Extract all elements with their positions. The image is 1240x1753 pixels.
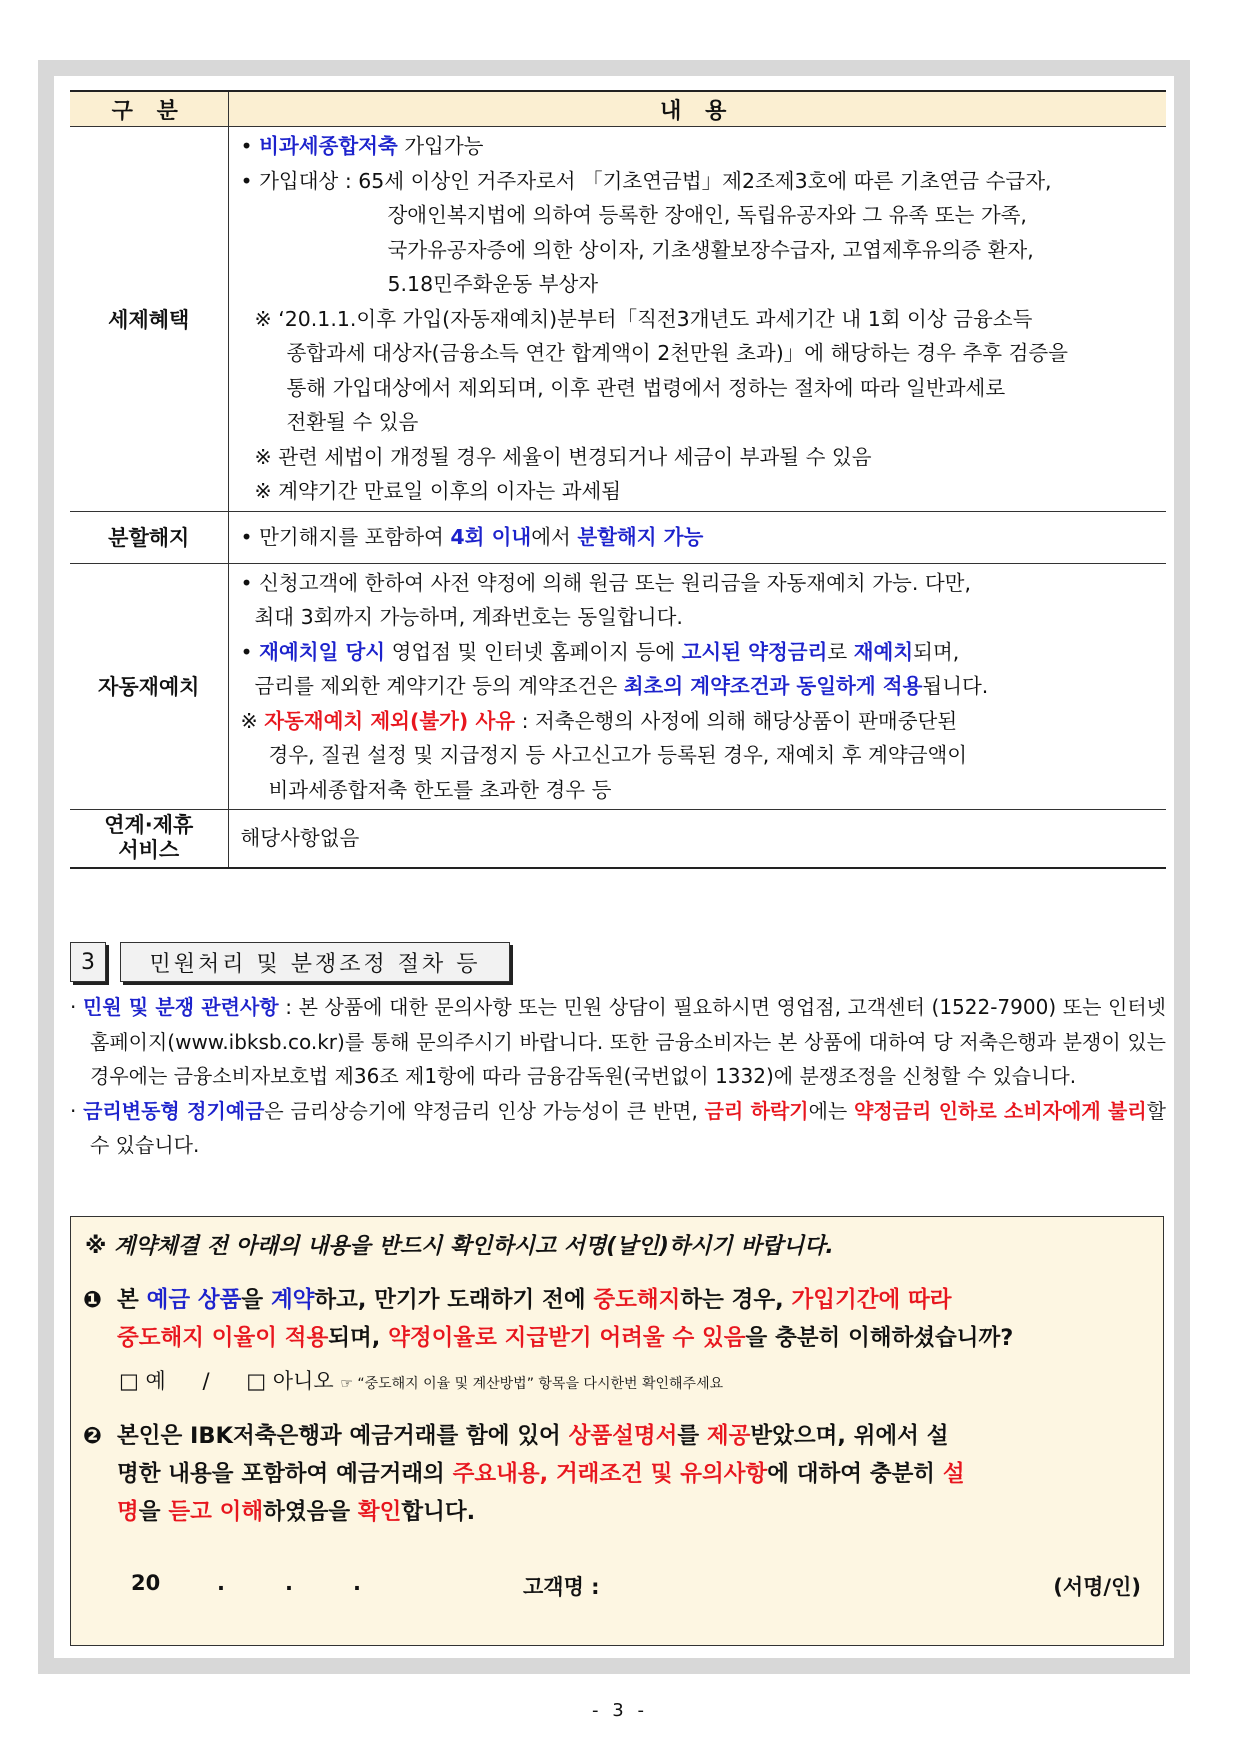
auto-b2-blue1: 재예치일 당시 (259, 639, 386, 664)
q2-t8: 합니다. (401, 1499, 476, 1525)
auto-b2-line2 (241, 669, 1157, 704)
split-t1: 만기해지를 포함하여 (259, 524, 451, 549)
q2-t5: 에 대하여 충분히 (767, 1461, 943, 1487)
q1-t2: 을 (241, 1287, 271, 1313)
q2-r5: 명 (117, 1499, 139, 1525)
link-label-l1: 연계·제휴 (104, 813, 194, 838)
section-3-heading (70, 942, 510, 982)
tax-bullet-1: • 비과세종합저축 가입가능 (240, 134, 484, 158)
auto-b2-blue3: 재예치 (853, 639, 914, 664)
tax-note1-l2: 종합과세 대상자(금융소득 연간 합계액이 2천만원 초과)」에 해당하는 경우 추후 검증을 (286, 341, 1068, 365)
q1-r3: 중도해지 이율이 적용 (117, 1325, 329, 1351)
split-t3: 에서 (531, 524, 578, 549)
q1-b2: 계약 (270, 1287, 315, 1313)
q2-r1: 상품설명서 (568, 1423, 678, 1449)
p1-text: : 본 상품에 대한 문의사항 또는 민원 상담이 필요하시면 영업점, 고객센터 (1522-7900) 또는 인터넷 홈페이지(www.ibksb.co.kr)를 통해 문의주시기 바랍니다. 또한 금융소비자는 본 상품에 대하여 당 저축은행과 분쟁이 있는 경우에는 금융소비자보호법 제36조 제1항에 따라 금융감독원(국번없이 1332)에 분쟁조정을 신청할 수 있습니다. (90, 995, 1166, 1088)
row-content-split (228, 511, 1166, 563)
section-number: 3 (70, 942, 106, 982)
row-label-split: 분할해지 (70, 511, 228, 563)
p1-blue: 민원 및 분쟁 관련사항 (83, 995, 279, 1019)
auto-bullet-1: • 신청고객에 한하여 사전 약정에 의해 원금 또는 원리금을 자동재예치 가능. 다만, (240, 570, 971, 595)
row-content-link: 해당사항없음 (228, 810, 1166, 868)
tax-note1-l4: 전환될 수 있음 (286, 410, 419, 434)
auto-note-l3: 비과세종합저축 한도를 초과한 경우 등 (268, 777, 612, 802)
table-row-tax (70, 127, 1166, 512)
q2-t2: 를 (677, 1423, 707, 1449)
auto-note-line1 (241, 704, 1157, 739)
auto-bullet-2: • 재예치일 당시 영업점 및 인터넷 홈페이지 등에 고시된 약정금리로 재예치되며, (240, 639, 960, 664)
auto-b2-blue2: 고시된 약정금리 (681, 639, 828, 664)
choice-separator: / (202, 1369, 210, 1393)
tax-note3: ※ 계약기간 만료일 이후의 이자는 과세됨 (254, 479, 622, 503)
q1-r1: 중도해지 (593, 1287, 681, 1313)
q1-choices (119, 1365, 723, 1395)
tax-eligible-account: 비과세종합저축 (259, 134, 398, 158)
table-row-auto (70, 563, 1166, 810)
sign-dot-1: . (217, 1571, 225, 1595)
q1-r4: 약정이율로 지급받기 어려울 수 있음 (388, 1325, 746, 1351)
sign-dot-3: . (353, 1571, 361, 1595)
header-category: 구 분 (70, 91, 228, 127)
p2-red2: 약정금리 인하로 소비자에게 불리 (854, 1098, 1147, 1123)
row-label-auto: 자동재예치 (70, 563, 228, 810)
q1-t1: 본 (117, 1287, 147, 1313)
signature-line (131, 1571, 1141, 1603)
para-floating-rate: · 금리변동형 정기예금은 금리상승기에 약정금리 인상 가능성이 큰 반면, 금리 하락기에는 약정금리 인하로 소비자에게 불리할 수 있습니다. (70, 1098, 1166, 1157)
p2-red1: 금리 하락기 (704, 1098, 809, 1123)
tax-b2-l1: 가입대상 : 65세 이상인 거주자로서 「기초연금법」제2조제3호에 따른 기초연금 수급자, (259, 168, 1052, 193)
table-header-row (70, 91, 1166, 127)
sign-year: 20 (131, 1571, 161, 1595)
tax-note2: ※ 관련 세법이 개정될 경우 세율이 변경되거나 세금이 부과될 수 있음 (254, 444, 872, 469)
table-row-link (70, 810, 1166, 868)
auto-note-l2: 경우, 질권 설정 및 지급정지 등 사고신고가 등록된 경우, 재예치 후 계약금액이 (268, 743, 968, 767)
q1-t5: 되며, (328, 1325, 389, 1351)
tax-b2-l2: 장애인복지법에 의하여 등록한 장애인, 독립유공자와 그 유족 또는 가족, (387, 203, 1027, 227)
split-limit: 4회 이내 (450, 524, 532, 549)
header-content: 내 용 (228, 91, 1166, 127)
auto-b1-l2: 최대 3회까지 가능하며, 계좌번호는 동일합니다. (254, 605, 683, 629)
tax-note1-l3: 통해 가입대상에서 제외되며, 이후 관련 법령에서 정하는 절차에 따라 일반과세로 (286, 375, 1006, 400)
sign-seal: (서명/인) (1053, 1575, 1141, 1599)
q1-number: ❶ (83, 1287, 103, 1313)
sign-customer-name-label: 고객명 : (523, 1575, 600, 1599)
auto-b2-l2a: 금리를 제외한 계약기간 등의 계약조건은 (254, 674, 624, 698)
auto-note-mark: ※ (240, 708, 265, 733)
q2-t3: 받았으며, 위에서 설 (750, 1423, 949, 1449)
q1-t6: 을 충분히 이해하셨습니까? (745, 1325, 1014, 1351)
sign-dot-2: . (285, 1571, 293, 1595)
q1-t4: 하는 경우, (680, 1287, 792, 1313)
para-complaints: · 민원 및 분쟁 관련사항 : 본 상품에 대한 문의사항 또는 민원 상담이 필요하시면 영업점, 고객센터 (1522-7900) 또는 인터넷 홈페이지(www.ibksb.co.kr)를 통해 문의주시기 바랍니다. 또한 금융소비자는 본 상품에 대하여 당 저축은행과 분쟁이 있는 경우에는 금융소비자보호법 제36조 제1항에 따라 금융감독원(국번없이 1332)에 분쟁조정을 신청할 수 있습니다. (70, 995, 1166, 1088)
q2-t7: 하였음을 (263, 1499, 358, 1525)
row-label-tax: 세제혜택 (70, 127, 228, 512)
q2-r4: 설 (942, 1461, 965, 1487)
choice-no-checkbox[interactable]: □ 아니오 (246, 1369, 334, 1393)
section-title: 민원처리 및 분쟁조정 절차 등 (120, 942, 510, 982)
tax-note1-l1: ※ ‘20.1.1.이후 가입(자동재예치)분부터「직전3개년도 과세기간 내 1회 이상 금융소득 (254, 306, 1033, 331)
auto-note-t1: : 저축은행의 사정에 의해 해당상품이 판매중단된 (515, 708, 958, 733)
q2-r7: 확인 (357, 1499, 402, 1525)
tax-b1-rest: 가입가능 (397, 134, 484, 158)
p2-t3: 할 수 있습니다. (90, 1098, 1166, 1157)
auto-b2-t2: 로 (827, 639, 854, 664)
tax-b2-l4: 5.18민주화운동 부상자 (387, 272, 599, 296)
product-info-table (70, 90, 1166, 869)
auto-b2-l2-blue: 최초의 계약조건과 동일하게 적용 (623, 674, 923, 698)
choice-hint: ☞ “중도해지 이율 및 계산방법” 항목을 다시한번 확인해주세요 (340, 1376, 724, 1392)
confirm-heading: ※ 계약체결 전 아래의 내용을 반드시 확인하시고 서명(날인)하시기 바랍니다. (85, 1234, 834, 1259)
auto-b2-t1: 영업점 및 인터넷 홈페이지 등에 (385, 639, 682, 664)
split-bullet: • 만기해지를 포함하여 4회 이내에서 분할해지 가능 (240, 524, 704, 549)
table-row-split (70, 511, 1166, 563)
auto-b1-l1: 신청고객에 한하여 사전 약정에 의해 원금 또는 원리금을 자동재예치 가능. 다만, (259, 570, 971, 595)
p2-t2: 에는 (808, 1098, 855, 1123)
link-label-l2: 서비스 (118, 838, 180, 863)
question-1 (83, 1281, 1013, 1357)
choice-yes-checkbox[interactable]: □ 예 (119, 1369, 166, 1393)
q2-r2: 제공 (706, 1423, 751, 1449)
auto-b2-t3: 되며, (913, 639, 960, 664)
split-possible: 분할해지 가능 (577, 524, 704, 549)
confirmation-box (70, 1216, 1164, 1646)
q1-b1: 예금 상품 (146, 1287, 242, 1313)
p2-t1: 은 금리상승기에 약정금리 인상 가능성이 큰 반면, (264, 1098, 705, 1123)
row-content-tax (228, 127, 1166, 512)
auto-note-red: 자동재예치 제외(불가) 사유 (264, 708, 516, 733)
p2-blue: 금리변동형 정기예금 (83, 1098, 265, 1123)
q2-r6: 듣고 이해 (168, 1499, 264, 1525)
row-label-link (70, 810, 228, 868)
q2-t4: 명한 내용을 포함하여 예금거래의 (117, 1461, 453, 1487)
q1-r2: 가입기간에 따라 (791, 1287, 952, 1313)
q2-t6: 을 (138, 1499, 169, 1525)
q1-t3: 하고, 만기가 도래하기 전에 (314, 1287, 594, 1313)
row-content-auto (228, 563, 1166, 810)
q2-t1: 본인은 IBK저축은행과 예금거래를 함에 있어 (117, 1423, 569, 1449)
q2-r3: 주요내용, 거래조건 및 유의사항 (452, 1461, 768, 1487)
tax-bullet-2: • 가입대상 : 65세 이상인 거주자로서 「기초연금법」제2조제3호에 따른 기초연금 수급자, (240, 168, 1052, 193)
auto-b2-l2b: 됩니다. (922, 674, 989, 698)
page-number: - 3 - (592, 1700, 648, 1721)
q2-number: ❷ (83, 1423, 103, 1449)
complaint-paragraphs (70, 990, 1166, 1163)
tax-b2-l3: 국가유공자증에 의한 상이자, 기초생활보장수급자, 고엽제후유의증 환자, (387, 237, 1034, 262)
question-2 (83, 1417, 965, 1531)
